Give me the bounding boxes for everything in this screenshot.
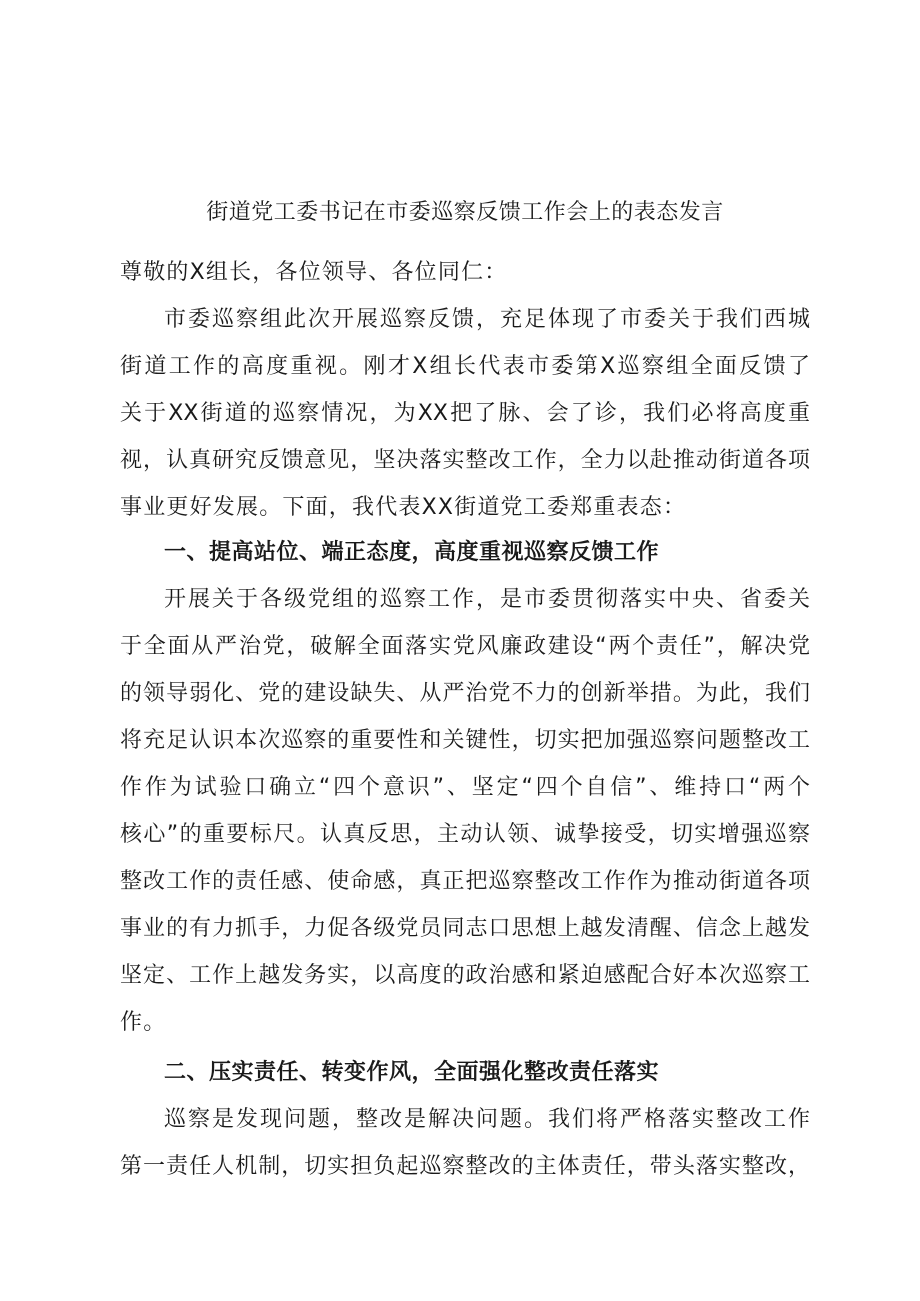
salutation: 尊敬的X组长，各位领导、各位同仁： (120, 260, 508, 285)
paragraph-line: 关于XX街道的巡察情况，为XX把了脉、会了诊，我们必将高度重 (120, 401, 810, 426)
paragraph-line: 事业的有力抓手，力促各级党员同志口思想上越发清醒、信念上越发 (120, 916, 810, 941)
paragraph-line: 街道工作的高度重视。刚才X组长代表市委第X巡察组全面反馈了 (120, 354, 810, 379)
paragraph-line: 第一责任人机制，切实担负起巡察整改的主体责任，带头落实整改， (120, 1154, 810, 1179)
paragraph-line: 坚定、工作上越发务实，以高度的政治感和紧迫感配合好本次巡察工 (120, 963, 810, 988)
paragraph-line: 于全面从严治党，破解全面落实党风廉政建设“两个责任”，解决党 (120, 634, 810, 659)
paragraph-line: 的领导弱化、党的建设缺失、从严治党不力的创新举措。为此，我们 (120, 681, 810, 706)
paragraph-line: 核心”的重要标尺。认真反思，主动认领、诚挚接受，切实增强巡察 (120, 822, 810, 847)
paragraph-line: 整改工作的责任感、使命感，真正把巡察整改工作作为推动街道各项 (120, 869, 810, 894)
section-heading-2: 二、压实责任、转变作风，全面强化整改责任落实 (164, 1060, 660, 1085)
paragraph-line: 将充足认识本次巡察的重要性和关键性，切实把加强巡察问题整改工 (120, 728, 810, 753)
paragraph-line: 巡察是发现问题，整改是解决问题。我们将严格落实整改工作 (164, 1107, 810, 1132)
document-title: 街道党工委书记在市委巡察反馈工作会上的表态发言 (206, 200, 724, 225)
section-heading-1: 一、提高站位、端正态度，高度重视巡察反馈工作 (164, 540, 660, 565)
paragraph-line: 事业更好发展。下面，我代表XX街道党工委郑重表态： (120, 495, 687, 520)
paragraph-line: 开展关于各级党组的巡察工作，是市委贯彻落实中央、省委关 (164, 587, 810, 612)
paragraph-line: 视，认真研究反馈意见，坚决落实整改工作，全力以赴推动街道各项 (120, 448, 810, 473)
paragraph-line: 作作为试验口确立“四个意识”、坚定“四个自信”、维持口“两个 (120, 775, 810, 800)
paragraph-line: 作。 (120, 1010, 167, 1035)
paragraph-line: 市委巡察组此次开展巡察反馈，充足体现了市委关于我们西城 (164, 307, 810, 332)
